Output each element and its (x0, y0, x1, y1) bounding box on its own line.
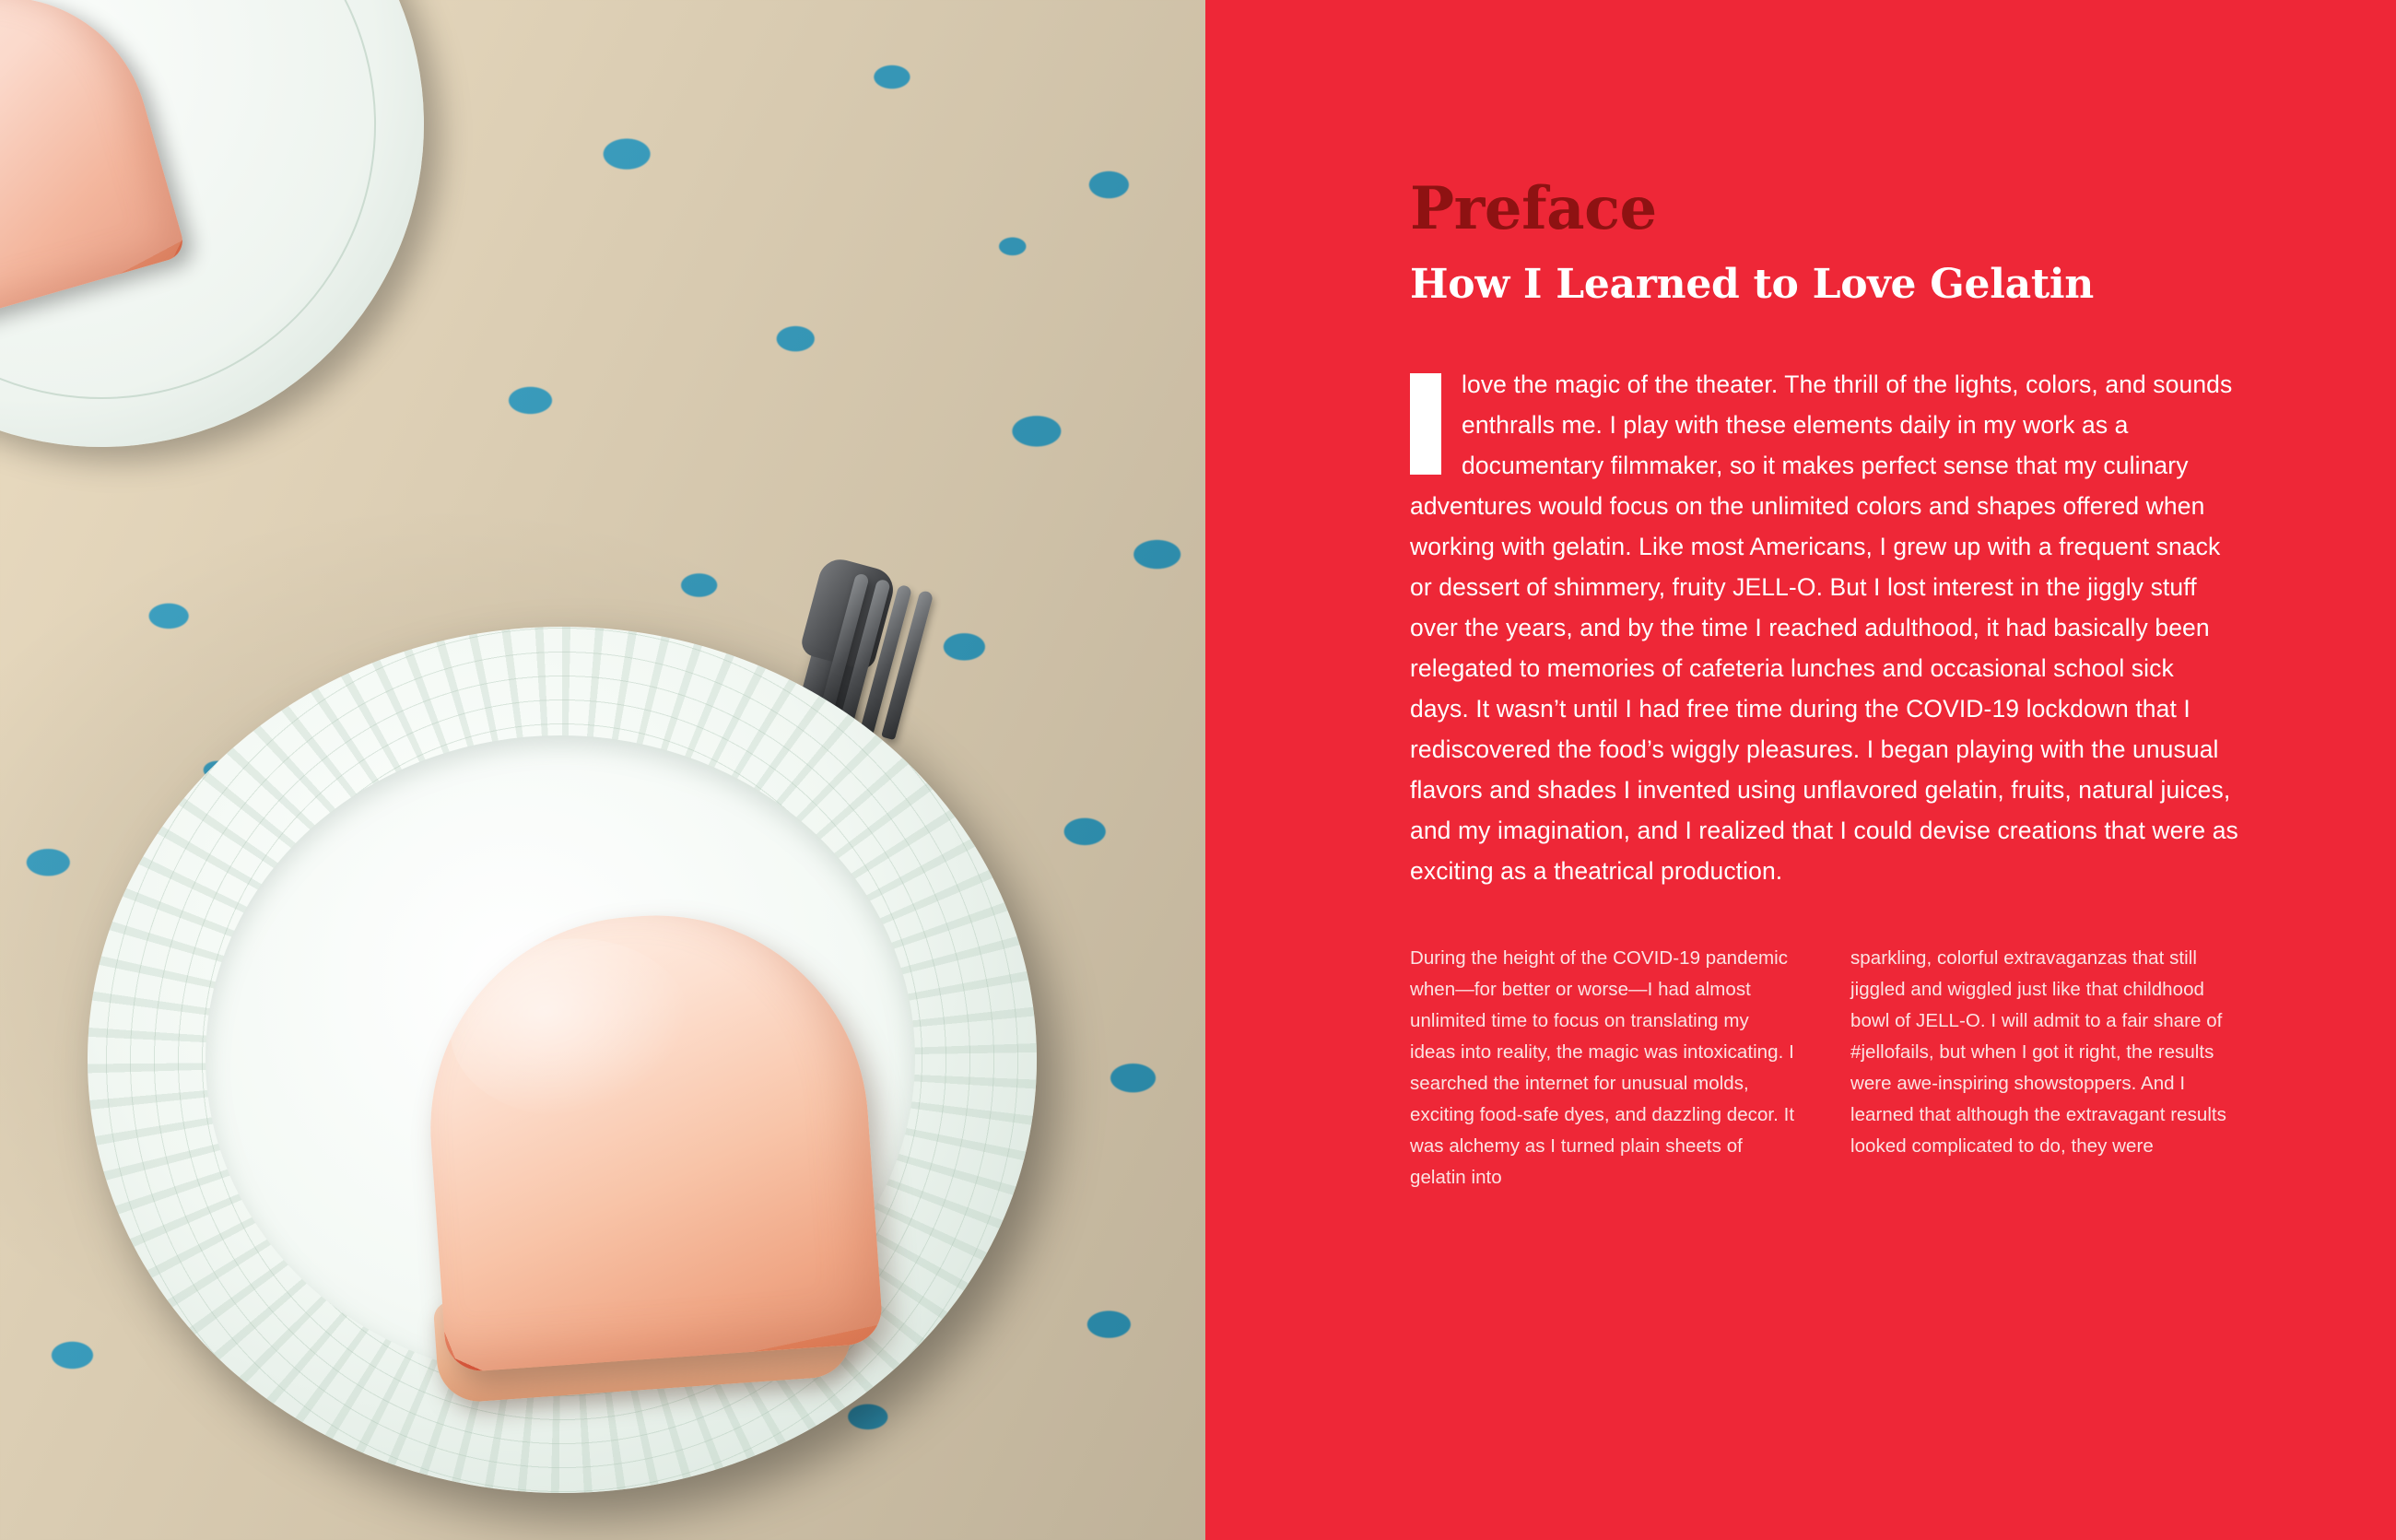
bowl-well (206, 735, 915, 1381)
two-column-body (1410, 943, 2239, 1193)
lede-paragraph-wrapper (1410, 364, 2239, 891)
fork-head (799, 555, 898, 672)
dessert-slice-main (417, 901, 884, 1373)
main-bowl (88, 627, 1037, 1493)
body-column-left: During the height of the COVID-19 pandemic when—for better or worse—I had almost unlimited time to focus on translating my ideas into reality, the magic was intoxicating. I searched the internet for unusual molds, exciting food-safe dyes, and dazzling decor. It was alchemy as I turned plain sheets of gelatin into (1410, 947, 1795, 1189)
body-column-right: sparkling, colorful extravaganzas that still jiggled and wiggled just like that childhood bowl of JELL-O. I will admit to a fair share of #jellofails, but when I got it right, the results were awe-inspiring showstoppers. And I learned that although the extravagant results looked complicated to do, they were (1850, 947, 2226, 1158)
page-subtitle: How I Learned to Love Gelatin (1410, 261, 2094, 308)
text-page (1205, 0, 2396, 1540)
text-block (1410, 174, 2239, 1193)
page-title: Preface (1410, 174, 1657, 243)
lede-paragraph: love the magic of the theater. The thrill of the lights, colors, and sounds enthralls me. I play with these elements daily in my work as a documentary filmmaker, so it makes perfect sense that my culinary adventures would focus on the unlimited colors and shapes offered when working with gelatin. Like most Americans, I grew up with a frequent snack or dessert of shimmery, fruity JELL-O. But I lost interest in the jiggly stuff over the years, and by the time I reached adulthood, it had basically been relegated to memories of cafeteria lunches and occasional school sick days. It wasn’t until I had free time during the COVID-19 lockdown that I rediscovered the food’s wiggly pleasures. I began playing with the unusual flavors and shades I invented using unflavored gelatin, fruits, natural juices, and my imagination, and I realized that I could devise creations that were as exciting as a theatrical production. (1410, 370, 2238, 886)
drop-cap (1410, 373, 1441, 475)
